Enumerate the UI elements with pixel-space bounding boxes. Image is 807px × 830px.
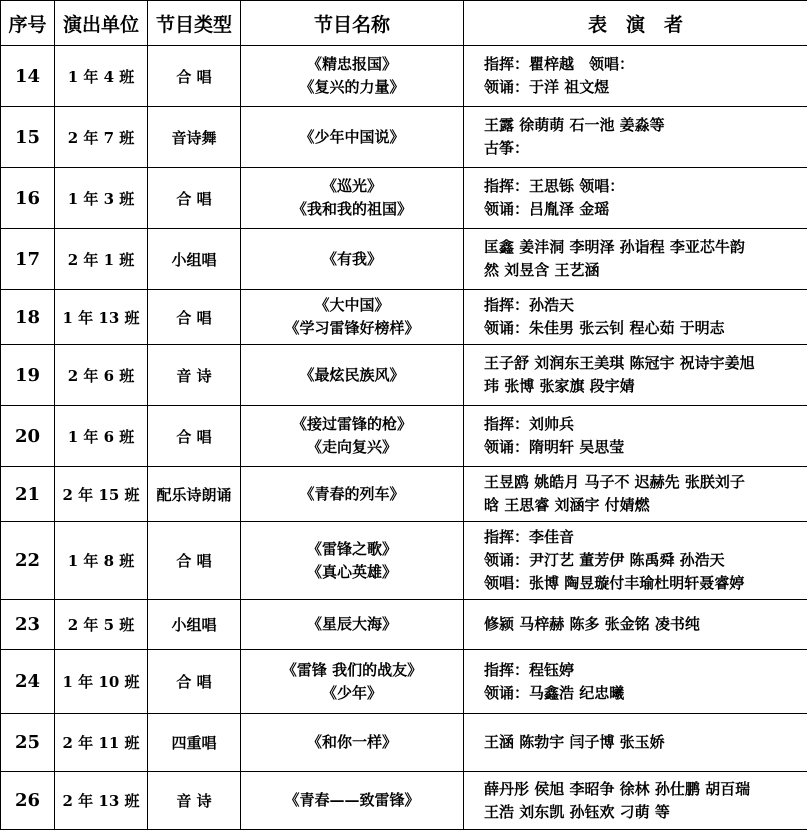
row-seq: 18 [1,290,55,345]
table-row [1,714,807,772]
table-row [1,290,807,345]
row-performers [464,168,807,229]
row-seq: 22 [1,522,55,600]
program-title: 《走向复兴》 [241,436,463,459]
performer-line: 然 刘昱含 王艺涵 [484,259,801,282]
performer-line: 领诵：于洋 祖文煜 [484,76,801,99]
program-title: 《巡光》 [241,175,463,198]
program-title: 《我和我的祖国》 [241,198,463,221]
performer-line: 指挥：瞿梓越 领唱： [484,53,801,76]
row-program-name [241,107,464,168]
row-performers [464,46,807,107]
row-unit: 1 年 10 班 [55,650,148,714]
program-title: 《少年中国说》 [241,126,463,149]
row-type: 合 唱 [148,522,241,600]
program-title: 《有我》 [241,248,463,271]
row-program-name [241,467,464,522]
table-row [1,406,807,467]
performer-line: 王涵 陈勃宇 闫子博 张玉娇 [484,731,801,754]
row-unit: 1 年 6 班 [55,406,148,467]
program-title: 《真心英雄》 [241,561,463,584]
program-title: 《青春的列车》 [241,483,463,506]
row-type: 合 唱 [148,46,241,107]
row-type: 小组唱 [148,600,241,650]
header-type: 节目类型 [148,1,241,46]
program-title: 《复兴的力量》 [241,76,463,99]
table-row [1,107,807,168]
row-unit: 2 年 5 班 [55,600,148,650]
row-seq: 17 [1,229,55,290]
row-program-name [241,168,464,229]
performer-line: 王昱鸥 姚皓月 马子不 迟赫先 张朕刘子 [484,471,801,494]
performer-line: 晗 王思睿 刘涵宇 付婧燃 [484,494,801,517]
row-unit: 1 年 13 班 [55,290,148,345]
row-type: 合 唱 [148,290,241,345]
table-row [1,168,807,229]
performer-line: 王露 徐萌萌 石一池 姜淼等 [484,114,801,137]
row-performers [464,522,807,600]
header-unit: 演出单位 [55,1,148,46]
performer-line: 领诵：朱佳男 张云钊 程心茹 于明志 [484,317,801,340]
row-program-name [241,650,464,714]
performer-line: 玮 张博 张家旗 段宇婧 [484,375,801,398]
row-performers [464,345,807,406]
row-seq: 14 [1,46,55,107]
performer-line: 领诵：马鑫浩 纪忠曦 [484,682,801,705]
row-performers [464,290,807,345]
performer-line: 领唱：张博 陶昱璇付丰瑜杜明轩聂睿婷 [484,572,801,595]
row-seq: 20 [1,406,55,467]
row-unit: 2 年 13 班 [55,772,148,830]
row-program-name [241,406,464,467]
program-title: 《青春——致雷锋》 [241,789,463,812]
row-seq: 23 [1,600,55,650]
row-program-name [241,522,464,600]
row-unit: 2 年 6 班 [55,345,148,406]
row-type: 小组唱 [148,229,241,290]
performer-line: 薛丹彤 侯旭 李昭争 徐林 孙仕鹏 胡百瑞 [484,778,801,801]
program-title: 《精忠报国》 [241,53,463,76]
program-title: 《接过雷锋的枪》 [241,413,463,436]
row-program-name [241,46,464,107]
performer-line: 领诵：吕胤泽 金瑶 [484,198,801,221]
row-unit: 2 年 7 班 [55,107,148,168]
table-row [1,522,807,600]
row-type: 合 唱 [148,168,241,229]
performer-line: 领诵：隋明轩 吴思莹 [484,436,801,459]
program-title: 《和你一样》 [241,731,463,754]
header-seq: 序号 [1,1,55,46]
row-program-name [241,600,464,650]
table-row [1,345,807,406]
table-row [1,467,807,522]
row-performers [464,229,807,290]
performer-line: 古筝： [484,137,801,160]
row-type: 音 诗 [148,345,241,406]
row-performers [464,650,807,714]
row-performers [464,772,807,830]
program-title: 《大中国》 [241,294,463,317]
row-seq: 26 [1,772,55,830]
row-unit: 1 年 3 班 [55,168,148,229]
row-seq: 15 [1,107,55,168]
program-title: 《雷锋 我们的战友》 [241,659,463,682]
row-performers [464,107,807,168]
row-program-name [241,714,464,772]
row-performers [464,600,807,650]
row-unit: 1 年 4 班 [55,46,148,107]
performer-line: 指挥：李佳音 [484,526,801,549]
performer-line: 修颍 马梓赫 陈多 张金铭 凌书纯 [484,613,801,636]
table-row [1,650,807,714]
row-program-name [241,345,464,406]
performer-line: 匡鑫 姜沣洞 李明泽 孙诣程 李亚芯牛韵 [484,236,801,259]
row-program-name [241,290,464,345]
performer-line: 指挥：王思铄 领唱： [484,175,801,198]
row-unit: 1 年 8 班 [55,522,148,600]
row-performers [464,467,807,522]
program-title: 《最炫民族风》 [241,364,463,387]
table-row [1,772,807,830]
row-type: 合 唱 [148,650,241,714]
row-seq: 24 [1,650,55,714]
header-row [1,1,807,46]
row-type: 音诗舞 [148,107,241,168]
row-seq: 21 [1,467,55,522]
table-row [1,229,807,290]
program-title: 《学习雷锋好榜样》 [241,317,463,340]
row-program-name [241,229,464,290]
performer-line: 指挥：孙浩天 [484,294,801,317]
table-row [1,600,807,650]
row-unit: 2 年 15 班 [55,467,148,522]
row-performers [464,714,807,772]
row-seq: 16 [1,168,55,229]
row-unit: 2 年 11 班 [55,714,148,772]
program-title: 《少年》 [241,682,463,705]
row-type: 音 诗 [148,772,241,830]
performer-line: 领诵：尹汀艺 董芳伊 陈禹舜 孙浩天 [484,549,801,572]
performer-line: 王浩 刘东凯 孙钰欢 刁萌 等 [484,801,801,824]
row-type: 配乐诗朗诵 [148,467,241,522]
row-type: 合 唱 [148,406,241,467]
performer-line: 指挥：刘帅兵 [484,413,801,436]
row-program-name [241,772,464,830]
row-type: 四重唱 [148,714,241,772]
header-performers: 表 演 者 [464,1,807,46]
program-title: 《星辰大海》 [241,613,463,636]
performer-line: 指挥：程钰婷 [484,659,801,682]
table-row [1,46,807,107]
performer-line: 王子舒 刘润东王美琪 陈冠宇 祝诗宇姜旭 [484,352,801,375]
program-title: 《雷锋之歌》 [241,538,463,561]
header-name: 节目名称 [241,1,464,46]
row-unit: 2 年 1 班 [55,229,148,290]
row-seq: 25 [1,714,55,772]
row-seq: 19 [1,345,55,406]
row-performers [464,406,807,467]
